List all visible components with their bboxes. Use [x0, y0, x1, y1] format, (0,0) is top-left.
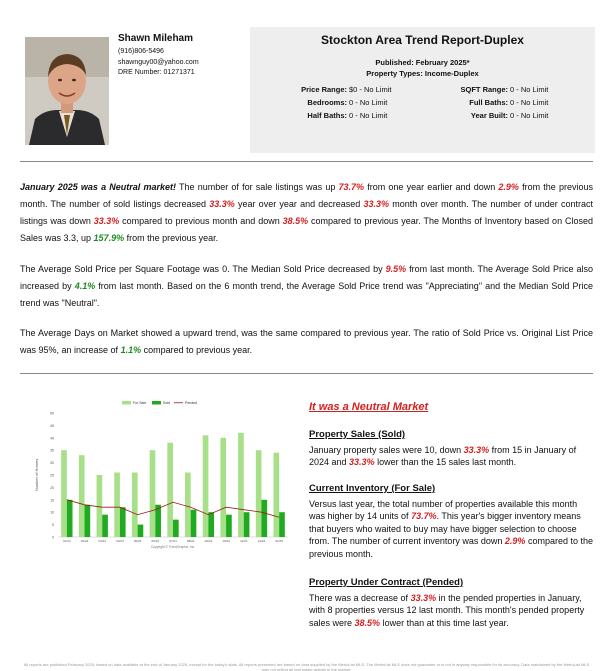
bar-for-sale [238, 433, 244, 537]
y-tick-label: 15 [50, 498, 54, 503]
bar-for-sale [203, 435, 209, 537]
summary-paragraph-2 [20, 261, 593, 312]
stat-value: 33.3% [363, 199, 390, 209]
bar-sold [67, 500, 73, 537]
text: . This year's bigger inventory means that buyers who waited to buy may have bigger selection to choose from. The number of current inventory was down [309, 511, 581, 546]
stat-value: 33.3% [463, 444, 490, 455]
stat-value: 33.3% [349, 457, 375, 467]
x-tick-label: 01/25 [275, 539, 283, 543]
divider [20, 373, 593, 374]
filter-label: Half Baths: [307, 111, 347, 120]
filter-row [250, 96, 595, 109]
x-tick-label: 11/24 [240, 539, 248, 543]
text: from the previous year. [124, 233, 219, 243]
summary-paragraph-1 [20, 179, 593, 247]
stat-value: 2.9% [498, 182, 519, 192]
y-tick-label: 40 [50, 436, 54, 441]
bar-sold [208, 512, 214, 537]
stat-value: 1.1% [120, 345, 142, 355]
bar-for-sale [61, 450, 67, 537]
text: The number of for sale listings was up [175, 182, 339, 192]
text: from last month. Based on the 6 month trend, the Average Sold Price trend was "Appreciating" and the Median Sold Price trend was "Neutral". [20, 281, 594, 308]
bar-sold [261, 500, 267, 537]
inventory-section [309, 483, 594, 560]
bar-sold [191, 510, 197, 537]
bar-sold [226, 515, 232, 537]
text: There was a decrease of [309, 592, 411, 603]
x-tick-label: 01/24 [63, 539, 71, 543]
stat-value: 33.3% [410, 592, 437, 603]
text: The Average Sold Price per Square Footage was 0. The Median Sold Price decreased by [20, 264, 386, 274]
y-tick-label: 30 [50, 461, 54, 466]
filter-value: 0 - No Limit [349, 98, 388, 107]
text: compared to the previous month. [309, 536, 593, 559]
legend-label-for-sale: For Sale [133, 401, 147, 406]
stat-value: 2.9% [504, 536, 526, 546]
stat-value: 33.3% [209, 199, 235, 209]
bar-sold [173, 520, 179, 537]
report-filters [250, 83, 595, 122]
text: lower than the 15 sales last month. [374, 457, 517, 467]
agent-photo [25, 37, 109, 145]
x-tick-label: 04/24 [116, 539, 124, 543]
y-tick-label: 0 [52, 535, 54, 540]
market-lead: January 2025 was a Neutral market! [20, 182, 176, 192]
y-tick-label: 35 [50, 448, 54, 453]
bar-for-sale [273, 453, 279, 537]
legend-swatch-sold [152, 401, 161, 405]
x-tick-label: 10/24 [222, 539, 230, 543]
report-property-types: Property Types: Income-Duplex [366, 69, 479, 78]
bar-sold [120, 507, 126, 537]
text: lower than at this time last year. [380, 617, 509, 628]
agent-phone: (916)806-5496 [118, 48, 164, 55]
agent-portrait [25, 37, 109, 145]
text: January property sales were 10, down [309, 444, 464, 455]
stat-value: 73.7% [338, 182, 365, 192]
stat-value: 4.1% [74, 281, 96, 291]
report-header [250, 27, 595, 153]
filter-label: SQFT Range: [460, 85, 508, 94]
x-tick-label: 08/24 [186, 539, 195, 543]
bar-for-sale [185, 473, 191, 537]
text: The Average Days on Market showed a upward trend, was the same compared to previous year. The ratio of Sold Price vs. Original List Price was 95%, an increase of [20, 328, 593, 355]
footer-disclaimer: All reports are published February 2025, based on data available at the end of January 2025, except for the today's stats. All reports presented are based on data supplied by the MetroList MLS. The MetroList MLS does not guarantee or is not in anyway responsible for its accuracy. Data maintained by the MetroList MLS may not reflect all real estate activity in the market. [23, 662, 590, 671]
filter-label: Price Range: [301, 85, 347, 94]
text: in the pended properties in January, with 8 properties versus 12 last month. This month's pended property sales were [309, 592, 585, 628]
report-published: Published: February 2025* [375, 58, 470, 67]
bar-for-sale [114, 473, 120, 537]
agent-email[interactable]: shawnguy00@yahoo.com [118, 58, 199, 66]
filter-value: 0 - No Limit [349, 111, 388, 120]
x-tick-label: 12/24 [257, 539, 266, 543]
filter-value: 0 - No Limit [510, 85, 549, 94]
text: year over year and decreased [234, 199, 364, 209]
y-tick-label: 10 [50, 510, 54, 515]
filter-label: Bedrooms: [307, 98, 347, 107]
text: compared to previous year. The Months of Inventory based on Closed Sales was 3.3, up [20, 216, 593, 243]
bar-for-sale [79, 455, 85, 537]
y-tick-label: 20 [50, 485, 54, 490]
x-tick-label: 09/24 [204, 539, 213, 543]
filter-label: Year Built: [470, 111, 508, 120]
text: from the previous month. The number of sold listings decreased [20, 182, 593, 209]
summary-paragraph-3 [20, 325, 593, 359]
bar-for-sale [256, 450, 262, 537]
y-axis-label: Number of Homes [34, 458, 39, 492]
bar-for-sale [150, 450, 156, 537]
agent-dre: DRE Number: 01271371 [118, 69, 195, 76]
filter-value: 0 - No Limit [510, 111, 549, 120]
filter-row [250, 83, 595, 96]
x-tick-label: 05/24 [133, 539, 142, 543]
text: from 15 in January of 2024 and [309, 444, 577, 467]
bar-sold [244, 512, 250, 537]
divider [20, 161, 593, 162]
filter-row [250, 109, 595, 122]
report-title: Stockton Area Trend Report-Duplex [321, 33, 524, 47]
agent-info [118, 32, 243, 79]
under-contract-title: Property Under Contract (Pended) [309, 577, 464, 588]
filter-value: 0 - No Limit [510, 98, 549, 107]
legend-label-pended: Pended [185, 401, 198, 406]
x-tick-label: 07/24 [169, 539, 177, 543]
stat-value: 38.5% [354, 617, 381, 628]
filter-label: Full Baths: [469, 98, 508, 107]
inventory-text [309, 498, 594, 561]
y-tick-label: 45 [50, 423, 54, 428]
sales-text [309, 444, 594, 469]
bar-sold [102, 515, 108, 537]
inventory-title: Current Inventory (For Sale) [309, 483, 436, 494]
text: month over month. The number of under contract listings was down [20, 199, 593, 226]
filter-value: $0 - No Limit [349, 85, 392, 94]
bar-for-sale [97, 475, 103, 537]
y-tick-label: 25 [50, 473, 54, 478]
y-tick-label: 50 [50, 411, 54, 416]
text: from one year earlier and down [364, 182, 499, 192]
y-tick-label: 5 [52, 523, 54, 528]
stat-value: 9.5% [385, 264, 407, 274]
legend-swatch-for-sale [122, 401, 131, 405]
stat-value: 73.7% [411, 511, 437, 521]
bar-for-sale [132, 473, 138, 537]
text: compared to previous month and down [119, 216, 283, 226]
stat-value: 33.3% [93, 216, 120, 226]
bar-for-sale [167, 443, 173, 537]
under-contract-text [309, 592, 594, 630]
legend-label-sold: Sold [163, 401, 171, 406]
under-contract-section [309, 577, 594, 629]
text: from last month. The Average Sold Price also increased by [20, 264, 593, 291]
bar-sold [85, 505, 91, 537]
x-tick-label: 03/24 [98, 539, 106, 543]
neutral-market-headline: It was a Neutral Market [309, 401, 429, 413]
text: Versus last year, the total number of properties available this month was higher by 14 units of [309, 498, 578, 521]
x-tick-label: 06/24 [151, 539, 160, 543]
agent-name: Shawn Mileham [118, 33, 194, 44]
stat-value: 38.5% [282, 216, 309, 226]
bar-for-sale [220, 438, 226, 537]
sales-section [309, 429, 594, 469]
x-tick-label: 02/24 [80, 539, 89, 543]
bar-sold [279, 512, 285, 537]
chart-copyright: Copyright © TrendGraphix, Inc. [151, 545, 195, 549]
stat-value: 157.9% [93, 233, 125, 243]
chart-svg [30, 395, 295, 555]
text: compared to previous year. [141, 345, 253, 355]
bar-sold [138, 525, 144, 537]
sales-title: Property Sales (Sold) [309, 429, 406, 440]
listings-chart [30, 395, 295, 555]
